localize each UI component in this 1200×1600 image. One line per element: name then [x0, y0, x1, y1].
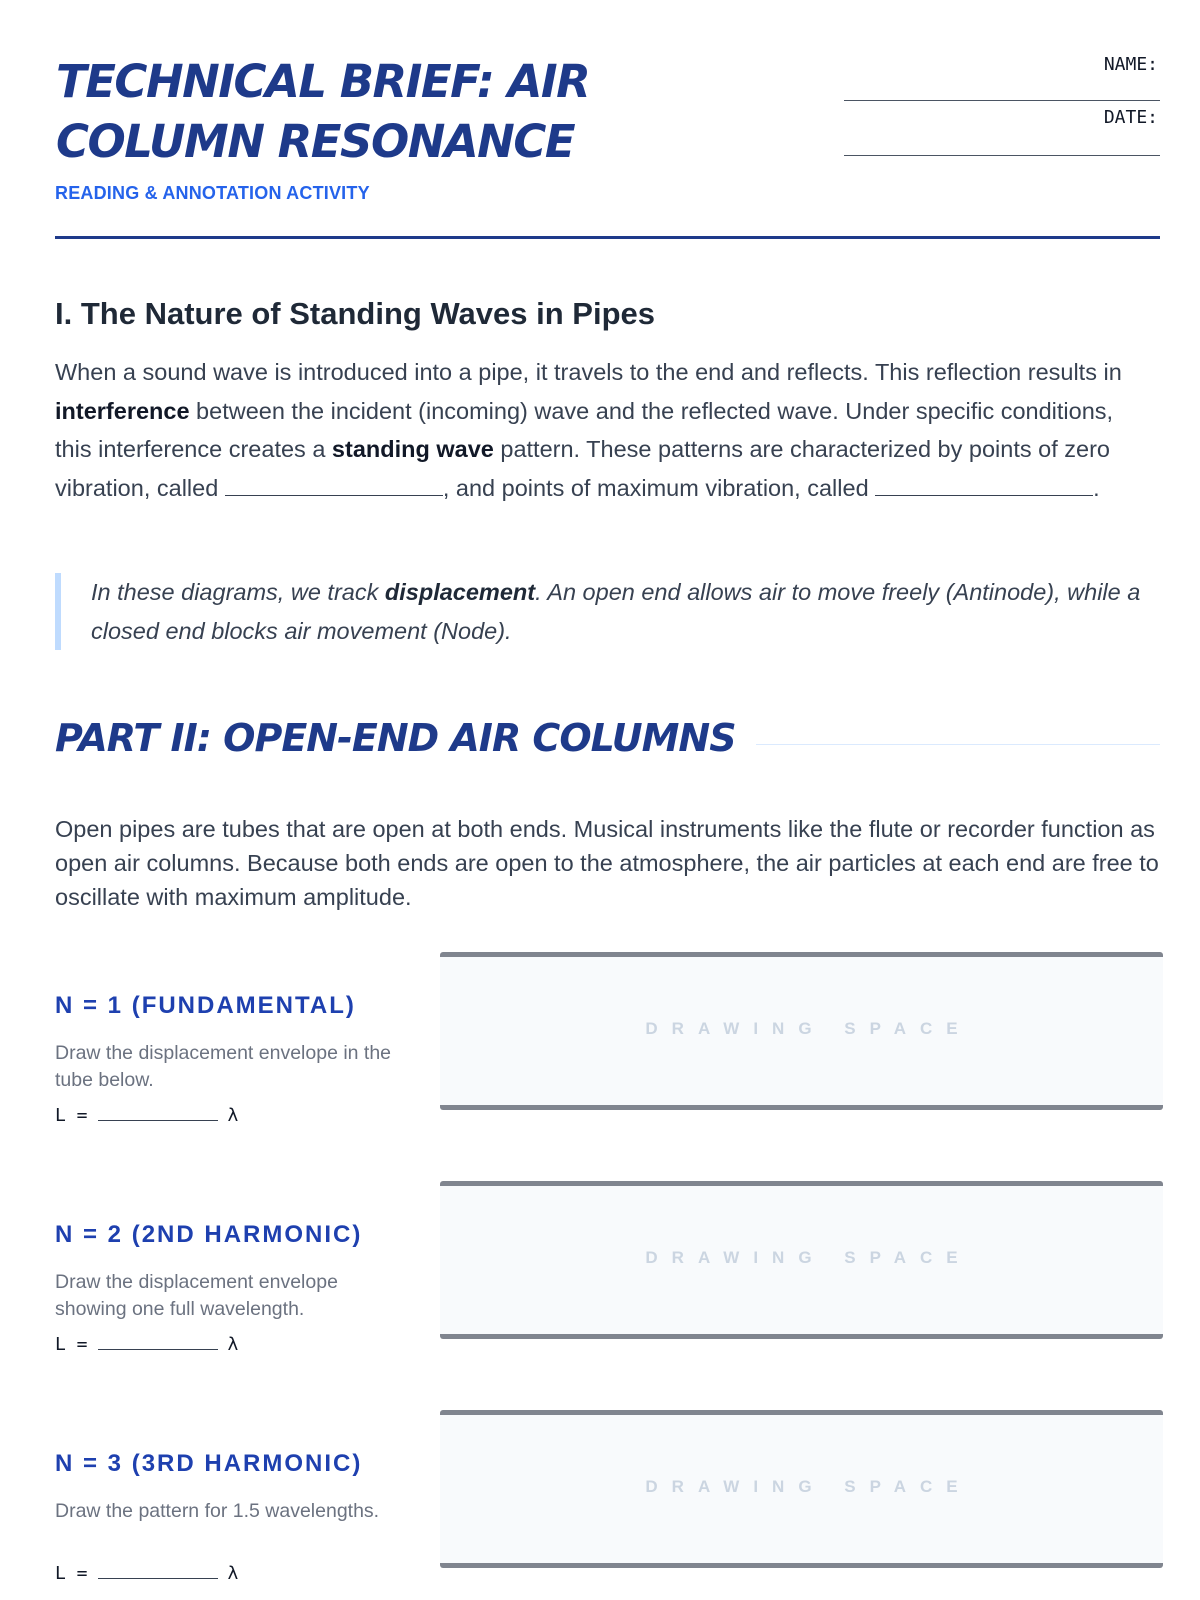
harmonic-description: Draw the displacement envelope showing one full wavelength. [55, 1271, 338, 1320]
length-equation [55, 1562, 238, 1584]
name-field[interactable] [844, 100, 1160, 101]
part-intro: Open pipes are tubes that are open at both ends. Musical instruments like the flute or recorder function as open air columns. Because both ends are open to the atmosphere, the air particles at each end are free to oscillate with maximum amplitude. [55, 816, 1159, 910]
length-equation [55, 1104, 238, 1126]
document-title: TECHNICAL BRIEF: AIR COLUMN RESONANCE [56, 55, 590, 168]
harmonic-label: N = 2 (2ND HARMONIC) [55, 1221, 363, 1248]
drawing-tube[interactable] [440, 952, 1163, 1110]
term-standing-wave: standing wave [331, 436, 494, 462]
equation-prefix: L = [55, 1334, 88, 1355]
harmonic-description: Draw the displacement envelope in the tube below. [55, 1042, 392, 1091]
nodes-blank[interactable] [225, 473, 443, 496]
callout-text: In these diagrams, we track [91, 579, 385, 605]
section-heading: I. The Nature of Standing Waves in Pipes [55, 296, 656, 331]
callout-term: displacement [384, 579, 536, 605]
equation-prefix: L = [55, 1105, 88, 1126]
harmonic-row [0, 1410, 1200, 1584]
date-label: DATE: [1103, 107, 1158, 128]
antinodes-blank[interactable] [875, 473, 1093, 496]
intro-text: . [1093, 474, 1100, 501]
drawing-space-label: DRAWING SPACE [645, 1019, 972, 1038]
harmonic-label: N = 3 (3RD HARMONIC) [55, 1450, 363, 1477]
lambda-symbol: λ [227, 1563, 239, 1584]
intro-paragraph [55, 353, 1155, 507]
length-answer-blank[interactable] [98, 1104, 218, 1121]
length-equation [55, 1333, 238, 1355]
document-subtitle: READING & ANNOTATION ACTIVITY [55, 183, 370, 203]
drawing-space-label: DRAWING SPACE [645, 1248, 972, 1267]
drawing-space-label: DRAWING SPACE [645, 1477, 972, 1496]
length-answer-blank[interactable] [98, 1333, 218, 1350]
name-label: NAME: [1103, 54, 1158, 75]
drawing-tube[interactable] [440, 1410, 1163, 1568]
harmonic-description: Draw the pattern for 1.5 wavelengths. [55, 1500, 380, 1522]
part-title: PART II: OPEN-END AIR COLUMNS [55, 716, 736, 760]
intro-text: When a sound wave is introduced into a pipe, it travels to the end and reflects. This reflection results in [55, 359, 1122, 385]
header-divider [55, 236, 1160, 239]
lambda-symbol: λ [227, 1105, 239, 1126]
length-answer-blank[interactable] [98, 1562, 218, 1579]
term-interference: interference [55, 397, 190, 424]
intro-text: between the incident (incoming) wave and the reflected wave. Under specific conditions, this interference creates a [55, 397, 1114, 462]
callout-note [55, 573, 1171, 650]
harmonic-label: N = 1 (FUNDAMENTAL) [55, 992, 356, 1019]
lambda-symbol: λ [227, 1334, 239, 1355]
harmonic-row [0, 952, 1200, 1126]
harmonic-row [0, 1181, 1200, 1355]
intro-text: , and points of maximum vibration, called [442, 474, 876, 501]
callout-text: . An open end allows air to move freely (Antinode), while a closed end blocks air movement (Node). [91, 579, 1141, 644]
drawing-tube[interactable] [440, 1181, 1163, 1339]
equation-prefix: L = [55, 1563, 88, 1584]
intro-text: pattern. These patterns are characterized by points of zero vibration, called [55, 436, 1110, 501]
date-field[interactable] [844, 155, 1160, 156]
part-title-rule [756, 744, 1160, 745]
